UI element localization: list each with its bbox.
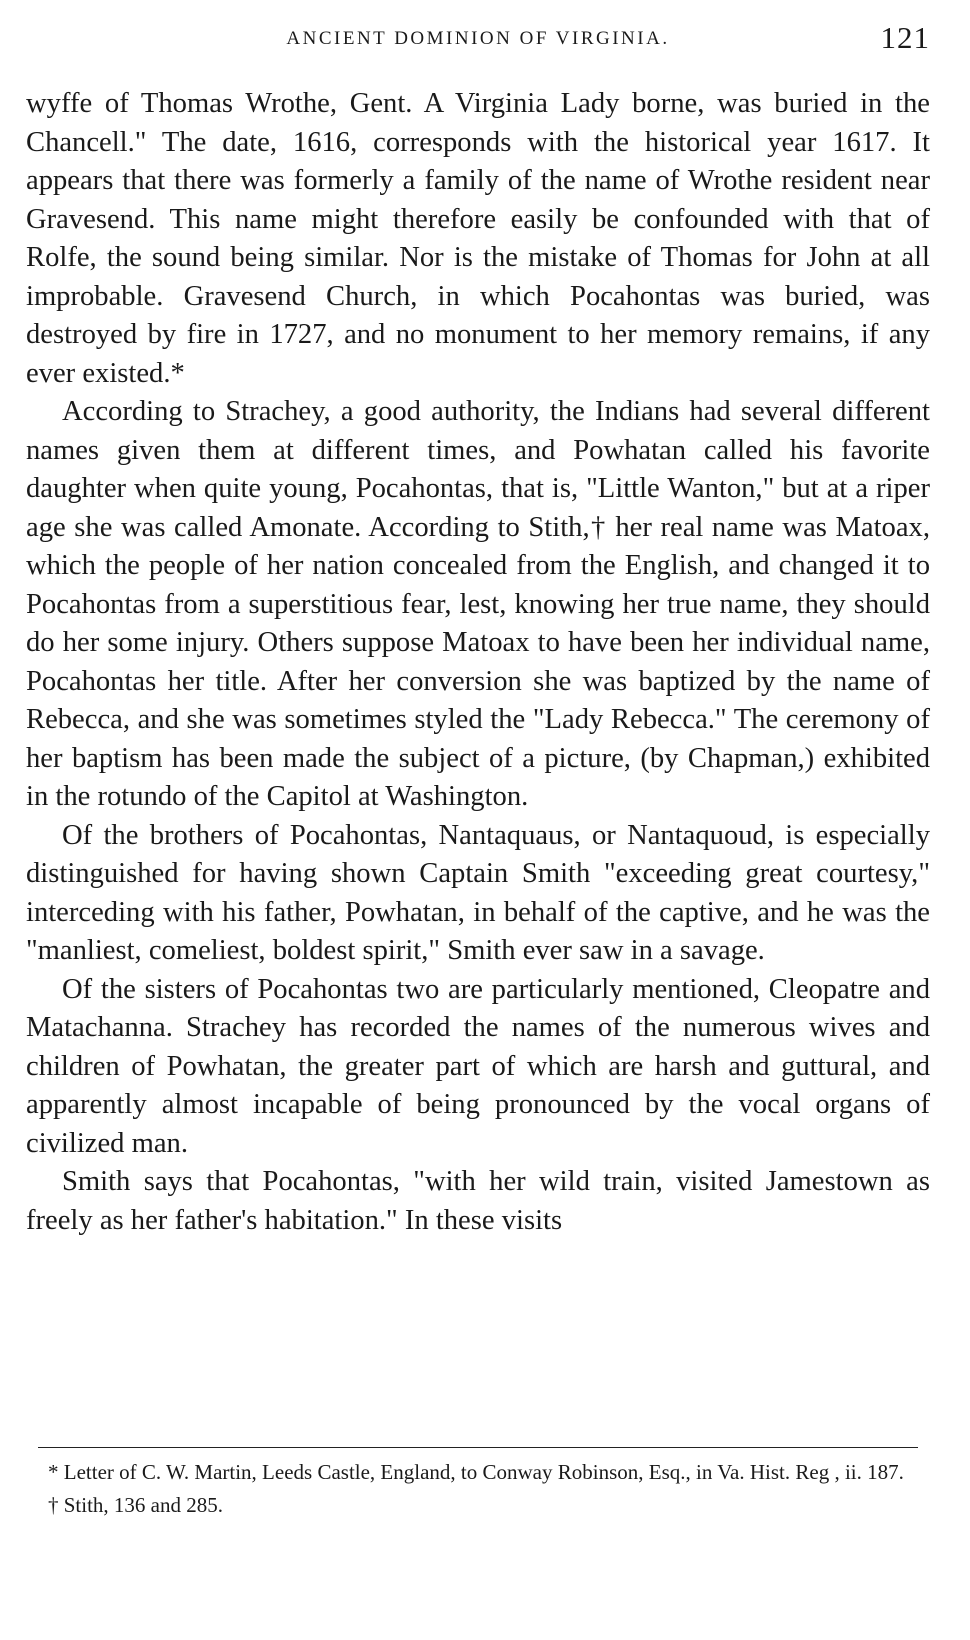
paragraph-strachey-names: According to Strachey, a good authority, the Indians had several different names given them at different times, and Powhatan called his favorite daughter when quite young, Pocahontas, that is, "Little Wanton," but at a riper age she was called Amonate. According to Stith,† her real name was Matoax, which the people of her nation concealed from the English, and changed it to Pocahontas from a superstitious fear, lest, knowing her true name, they should do her some injury. Others suppose Matoax to have been her individual name, Pocahontas her title. After her conversion she was baptized by the name of Rebecca, and she was sometimes styled the "Lady Rebecca." The ceremony of her baptism has been made the subject of a picture, (by Chapman,) exhibited in the rotundo of the Capitol at Washington. bbox=[26, 396, 930, 812]
page-number: 121 bbox=[880, 20, 930, 55]
running-title: ANCIENT DOMINION OF VIRGINIA. bbox=[286, 28, 670, 49]
paragraph-continuation: wyffe of Thomas Wrothe, Gent. A Virginia Lady borne, was buried in the Chancell." The date, 1616, corresponds with the historical year 1617. It appears that there was formerly a family of the name of Wrothe resident near Gravesend. This name might therefore easily be confounded with that of Rolfe, the sound being similar. Nor is the mistake of Thomas for John at all improbable. Gravesend Church, in which Pocahontas was buried, was destroyed by fire in 1727, and no monument to her memory remains, if any ever existed.* bbox=[26, 88, 930, 389]
footnote-asterisk: * Letter of C. W. Martin, Leeds Castle, England, to Conway Robinson, Esq., in Va. Hist. Reg , ii. 187. bbox=[48, 1460, 904, 1484]
paragraph-sisters: Of the sisters of Pocahontas two are particularly mentioned, Cleopatre and Matachanna. Strachey has recorded the names of the numerous wives and children of Powhatan, the greater part of which are harsh and guttural, and apparently almost incapable of being pronounced by the vocal organs of civilized man. bbox=[26, 973, 930, 1159]
paragraph-smith-visits: Smith says that Pocahontas, "with her wild train, visited Jamestown as freely as her father's habitation." In these visits bbox=[26, 1166, 930, 1236]
footnote-dagger: † Stith, 136 and 285. bbox=[48, 1493, 224, 1517]
footnote-rule bbox=[38, 1447, 918, 1448]
running-head bbox=[26, 20, 930, 60]
footnotes bbox=[26, 1456, 930, 1522]
body-text bbox=[26, 85, 930, 1240]
paragraph-brothers: Of the brothers of Pocahontas, Nantaquaus, or Nantaquoud, is especially distinguished for having shown Captain Smith "exceeding great courtesy," interceding with his father, Powhatan, in behalf of the captive, and he was the "manliest, comeliest, boldest spirit," Smith ever saw in a savage. bbox=[26, 819, 930, 966]
